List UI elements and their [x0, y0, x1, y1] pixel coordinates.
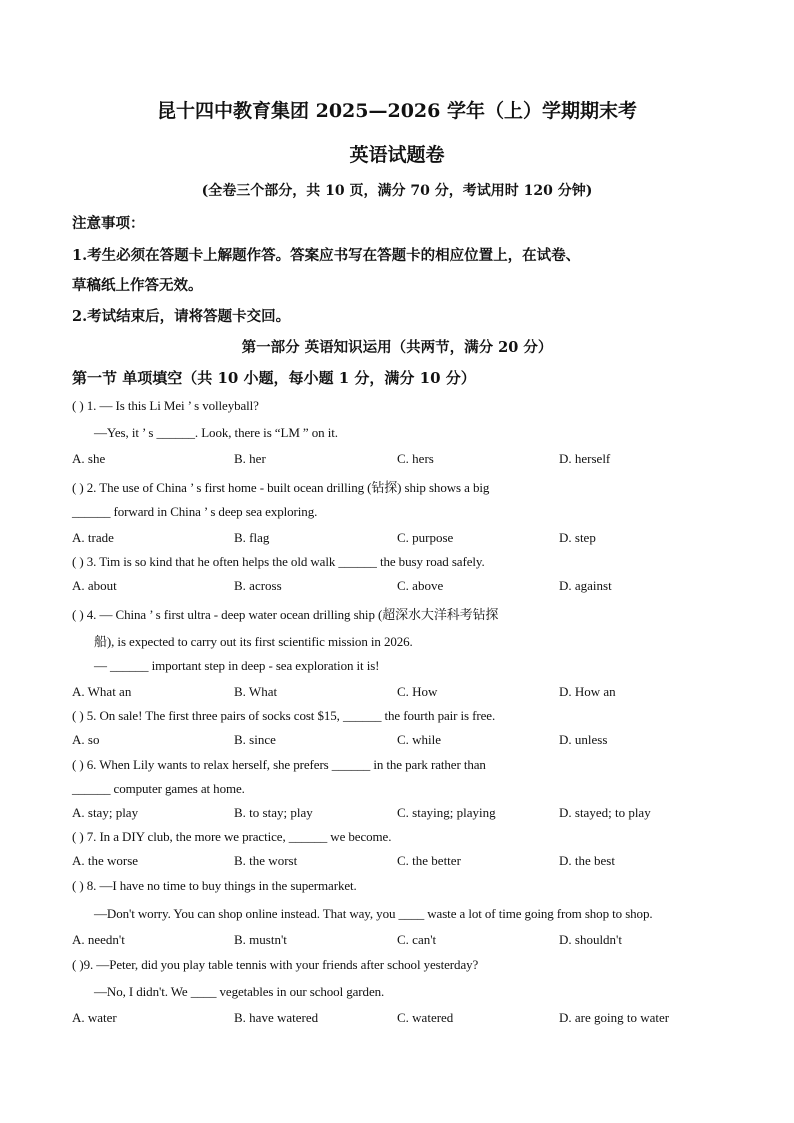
part1-heading: 第一部分 英语知识运用（共两节，满分 20 分）: [241, 339, 553, 356]
note-item-1-line-2: 草稿纸上作答无效。: [72, 277, 203, 294]
question-2-option-a: A. trade: [72, 530, 114, 545]
question-1-answer-line: —Yes, it ’ s ______. Look, there is “LM ” on it.: [94, 425, 338, 440]
question-6-stem-cont: ______ computer games at home.: [72, 781, 245, 796]
section1-heading: 第一节 单项填空（共 10 小题，每小题 1 分，满分 10 分）: [72, 369, 476, 387]
question-8-answer-line: —Don't worry. You can shop online instead. That way, you ____ waste a lot of time going from shop to shop.: [94, 906, 653, 921]
question-3-option-d: D. against: [559, 578, 612, 593]
question-8-option-d: D. shouldn't: [559, 932, 623, 947]
question-3-stem: ( ) 3. Tim is so kind that he often helps the old walk ______ the busy road safely.: [72, 554, 485, 569]
question-4-option-a: A. What an: [72, 684, 132, 699]
question-7-option-d: D. the best: [559, 853, 615, 868]
question-2-option-b: B. flag: [234, 530, 270, 545]
question-3-option-a: A. about: [72, 578, 117, 593]
question-1-option-d: D. herself: [559, 451, 611, 466]
question-6-option-b: B. to stay; play: [234, 805, 313, 820]
question-9-option-a: A. water: [72, 1010, 117, 1025]
question-1-option-a: A. she: [72, 451, 106, 466]
question-7-option-b: B. the worst: [234, 853, 298, 868]
question-8-option-a: A. needn't: [72, 932, 125, 947]
question-1-stem: ( ) 1. — Is this Li Mei ’ s volleyball?: [72, 398, 259, 413]
question-8-stem: ( ) 8. —I have no time to buy things in the supermarket.: [72, 878, 357, 893]
question-5-option-d: D. unless: [559, 732, 608, 747]
question-1-option-c: C. hers: [397, 451, 434, 466]
question-2-option-c: C. purpose: [397, 530, 454, 545]
question-3-option-c: C. above: [397, 578, 444, 593]
question-5-option-a: A. so: [72, 732, 100, 747]
question-9-option-b: B. have watered: [234, 1010, 319, 1025]
question-4-stem: ( ) 4. — China ’ s first ultra - deep water ocean drilling ship (超深水大洋科考钻探: [72, 607, 499, 622]
notes-heading: 注意事项：: [72, 215, 145, 232]
question-4-answer-line: — ______ important step in deep - sea exploration it is!: [94, 658, 380, 673]
question-8-option-b: B. mustn't: [234, 932, 287, 947]
exam-info: (全卷三个部分，共 10 页，满分 70 分，考试用时 120 分钟): [201, 183, 593, 199]
note-item-1-line-1: 1.考生必须在答题卡上解题作答。答案应书写在答题卡的相应位置上，在试卷、: [72, 247, 581, 264]
question-9-stem: ( )9. —Peter, did you play table tennis with your friends after school yesterday?: [72, 957, 479, 972]
question-9-option-d: D. are going to water: [559, 1010, 670, 1025]
question-2-stem: ( ) 2. The use of China ’ s first home - built ocean drilling (钻探) ship shows a big: [72, 480, 490, 495]
question-6-option-a: A. stay; play: [72, 805, 139, 820]
question-7-stem: ( ) 7. In a DIY club, the more we practice, ______ we become.: [72, 829, 392, 844]
exam-subtitle: 英语试题卷: [349, 144, 445, 166]
exam-title: 昆十四中教育集团 2025—2026 学年（上）学期期末考: [157, 100, 637, 122]
question-3-option-b: B. across: [234, 578, 282, 593]
question-4-option-b: B. What: [234, 684, 278, 699]
question-5-option-b: B. since: [234, 732, 276, 747]
question-4-stem-cont: 船), is expected to carry out its first scientific mission in 2026.: [94, 634, 413, 649]
question-6-option-d: D. stayed; to play: [559, 805, 651, 820]
question-7-option-c: C. the better: [397, 853, 461, 868]
question-9-option-c: C. watered: [397, 1010, 454, 1025]
note-item-2: 2.考试结束后，请将答题卡交回。: [72, 308, 291, 325]
question-2-stem-cont: ______ forward in China ’ s deep sea exploring.: [72, 504, 318, 519]
question-6-option-c: C. staying; playing: [397, 805, 496, 820]
question-9-answer-line: —No, I didn't. We ____ vegetables in our school garden.: [94, 984, 385, 999]
question-6-stem: ( ) 6. When Lily wants to relax herself, she prefers ______ in the park rather than: [72, 757, 486, 772]
question-4-option-c: C. How: [397, 684, 438, 699]
question-1-option-b: B. her: [234, 451, 266, 466]
question-7-option-a: A. the worse: [72, 853, 139, 868]
question-5-stem: ( ) 5. On sale! The first three pairs of socks cost $15, ______ the fourth pair is free.: [72, 708, 496, 723]
question-8-option-c: C. can't: [397, 932, 437, 947]
question-5-option-c: C. while: [397, 732, 442, 747]
question-2-option-d: D. step: [559, 530, 596, 545]
question-4-option-d: D. How an: [559, 684, 616, 699]
